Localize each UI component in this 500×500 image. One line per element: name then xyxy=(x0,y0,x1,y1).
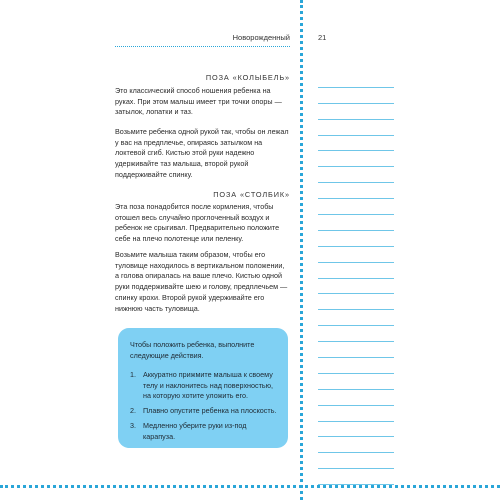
note-line xyxy=(318,437,394,453)
note-line xyxy=(318,390,394,406)
note-line xyxy=(318,151,394,167)
step-number: 1. xyxy=(130,370,136,379)
step-text: Плавно опустите ребенка на плоскость. xyxy=(143,406,277,416)
note-line xyxy=(318,167,394,183)
note-line xyxy=(318,88,394,104)
note-line xyxy=(318,326,394,342)
note-line xyxy=(318,231,394,247)
chapter-title: Новорожденный xyxy=(232,33,290,42)
section-title-cradle: ПОЗА «КОЛЫБЕЛЬ» xyxy=(205,73,290,82)
note-line xyxy=(318,469,394,485)
section-title-column: ПОЗА «СТОЛБИК» xyxy=(213,190,290,199)
paragraph: Возьмите ребенка одной рукой так, чтобы он лежал у вас на предплечье, опираясь затылком на локтевой сгиб. Кистью этой руки надежно удерживайте таз малыша, второй рукой поддерживайте спинку. xyxy=(115,127,289,179)
step-number: 2. xyxy=(130,406,136,416)
page-number: 21 xyxy=(318,33,327,42)
paragraph: Эта поза понадобится после кормления, чтобы отошел весь случайно проглоченный воздух и ребенок не срыгивал. Предварительно положите себе на плечо полотенце или пеленку. xyxy=(115,202,280,244)
note-line xyxy=(318,374,394,390)
note-line xyxy=(318,358,394,374)
note-line xyxy=(318,247,394,263)
note-line xyxy=(318,310,394,326)
note-line xyxy=(318,422,394,438)
note-line xyxy=(318,183,394,199)
step-number: 3. xyxy=(130,420,136,430)
paragraph: Возьмите малыша таким образом, чтобы его туловище находилось в вертикальном положении, а голова опиралась на ваше плечо. Кистью одной руки поддерживайте шею и голову, предплечьем — спинку крохи. Второй рукой удерживайте его нижнюю часть туловища. xyxy=(115,250,288,313)
margin-dotted-divider xyxy=(300,0,303,500)
note-line xyxy=(318,104,394,120)
step-text: Медленно уберите руки из-под карапуза. xyxy=(143,420,247,441)
steps-list xyxy=(130,370,280,446)
note-line xyxy=(318,199,394,215)
note-line xyxy=(318,342,394,358)
note-line xyxy=(318,72,394,88)
header-rule xyxy=(115,46,290,47)
list-item xyxy=(130,370,280,402)
note-line xyxy=(318,215,394,231)
note-line xyxy=(318,453,394,469)
paragraph: Это классический способ ношения ребенка на руках. При этом малыш имеет три точки опоры — затылок, лопатки и таз. xyxy=(115,86,282,117)
note-line xyxy=(318,263,394,279)
step-text: Аккуратно прижмите малыша к своему телу и наклонитесь над поверхностью, на которую хотите уложить его. xyxy=(143,370,274,401)
note-line xyxy=(318,406,394,422)
list-item xyxy=(130,406,280,417)
note-line xyxy=(318,120,394,136)
main-text-column xyxy=(115,0,290,500)
note-line xyxy=(318,294,394,310)
note-line xyxy=(318,279,394,295)
notes-lines xyxy=(318,72,394,485)
callout-intro: Чтобы положить ребенка, выполните следующие действия. xyxy=(130,340,255,360)
note-line xyxy=(318,136,394,152)
instruction-callout xyxy=(118,328,288,448)
list-item xyxy=(130,421,280,442)
